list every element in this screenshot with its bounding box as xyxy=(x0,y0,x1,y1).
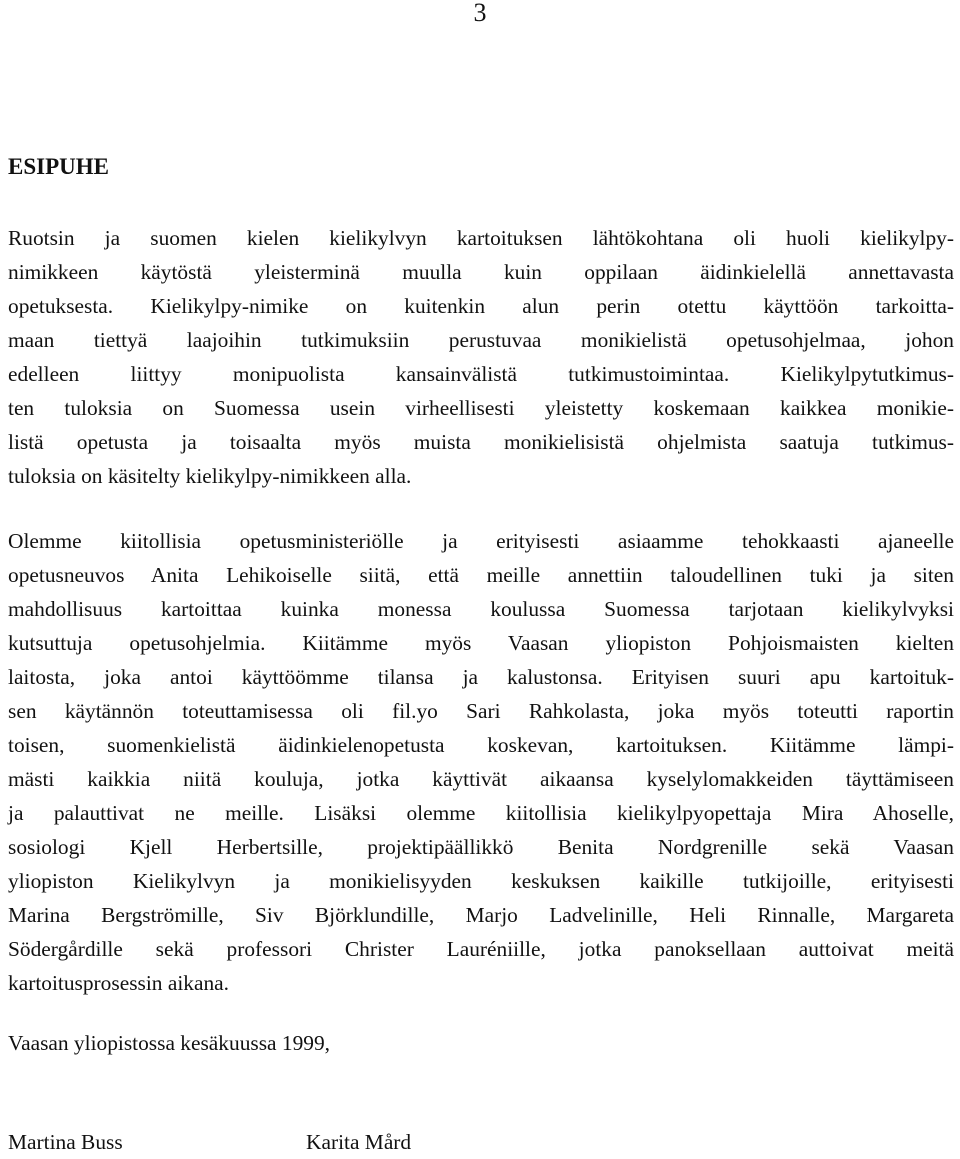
signature-name: Martina Buss xyxy=(8,1130,123,1154)
paragraph-line: Marina Bergströmille, Siv Björklundille, Marjo Ladvelinille, Heli Rinnalle, Margareta xyxy=(8,903,954,927)
paragraph-line: maan tiettyä laajoihin tutkimuksiin perustuvaa monikielistä opetusohjelmaa, johon xyxy=(8,328,954,352)
paragraph-line: opetuksesta. Kielikylpy-nimike on kuitenkin alun perin otettu käyttöön tarkoitta- xyxy=(8,294,954,318)
page-number: 3 xyxy=(473,0,487,27)
paragraph-line: sen käytännön toteuttamisessa oli fil.yo Sari Rahkolasta, joka myös toteutti raportin xyxy=(8,699,954,723)
paragraph-line: listä opetusta ja toisaalta myös muista monikielisistä ohjelmista saatuja tutkimus- xyxy=(8,430,954,454)
paragraph-line: nimikkeen käytöstä yleisterminä muulla kuin oppilaan äidinkielellä annettavasta xyxy=(8,260,954,284)
paragraph-line: mahdollisuus kartoittaa kuinka monessa koulussa Suomessa tarjotaan kielikylvyksi xyxy=(8,597,954,621)
paragraph-line: Olemme kiitollisia opetusministeriölle ja erityisesti asiaamme tehokkaasti ajaneelle xyxy=(8,529,954,553)
closing-line: Vaasan yliopistossa kesäkuussa 1999, xyxy=(8,1031,331,1055)
paragraph-line: Södergårdille sekä professori Christer Lauréniille, jotka panoksellaan auttoivat meitä xyxy=(8,937,954,961)
paragraph-line: yliopiston Kielikylvyn ja monikielisyyden keskuksen kaikille tutkijoille, erityisesti xyxy=(8,869,954,893)
paragraph-acknowledgements xyxy=(8,524,954,1000)
signature-name: Karita Mård xyxy=(306,1130,412,1154)
paragraph-line: toisen, suomenkielistä äidinkielenopetusta koskevan, kartoituksen. Kiitämme lämpi- xyxy=(8,733,954,757)
paragraph-line: ja palauttivat ne meille. Lisäksi olemme kiitollisia kielikylpyopettaja Mira Ahoselle, xyxy=(8,801,954,825)
paragraph-line: kartoitusprosessin aikana. xyxy=(8,971,229,995)
paragraph-line: sosiologi Kjell Herbertsille, projektipäällikkö Benita Nordgrenille sekä Vaasan xyxy=(8,835,954,859)
paragraph-line: mästi kaikkia niitä kouluja, jotka käyttivät aikaansa kyselylomakkeiden täyttämiseen xyxy=(8,767,954,791)
section-heading: ESIPUHE xyxy=(8,154,109,179)
paragraph-line: edelleen liittyy monipuolista kansainvälistä tutkimustoimintaa. Kielikylpytutkimus- xyxy=(8,362,954,386)
paragraph-intro xyxy=(8,221,954,493)
paragraph-line: Ruotsin ja suomen kielen kielikylvyn kartoituksen lähtökohtana oli huoli kielikylpy- xyxy=(8,226,954,250)
paragraph-line: ten tuloksia on Suomessa usein virheellisesti yleistetty koskemaan kaikkea monikie- xyxy=(8,396,954,420)
paragraph-line: laitosta, joka antoi käyttöömme tilansa ja kalustonsa. Erityisen suuri apu kartoituk- xyxy=(8,665,954,689)
paragraph-line: opetusneuvos Anita Lehikoiselle siitä, että meille annettiin taloudellinen tuki ja siten xyxy=(8,563,954,587)
paragraph-line: kutsuttuja opetusohjelmia. Kiitämme myös Vaasan yliopiston Pohjoismaisten kielten xyxy=(8,631,954,655)
paragraph-line: tuloksia on käsitelty kielikylpy-nimikkeen alla. xyxy=(8,464,412,488)
